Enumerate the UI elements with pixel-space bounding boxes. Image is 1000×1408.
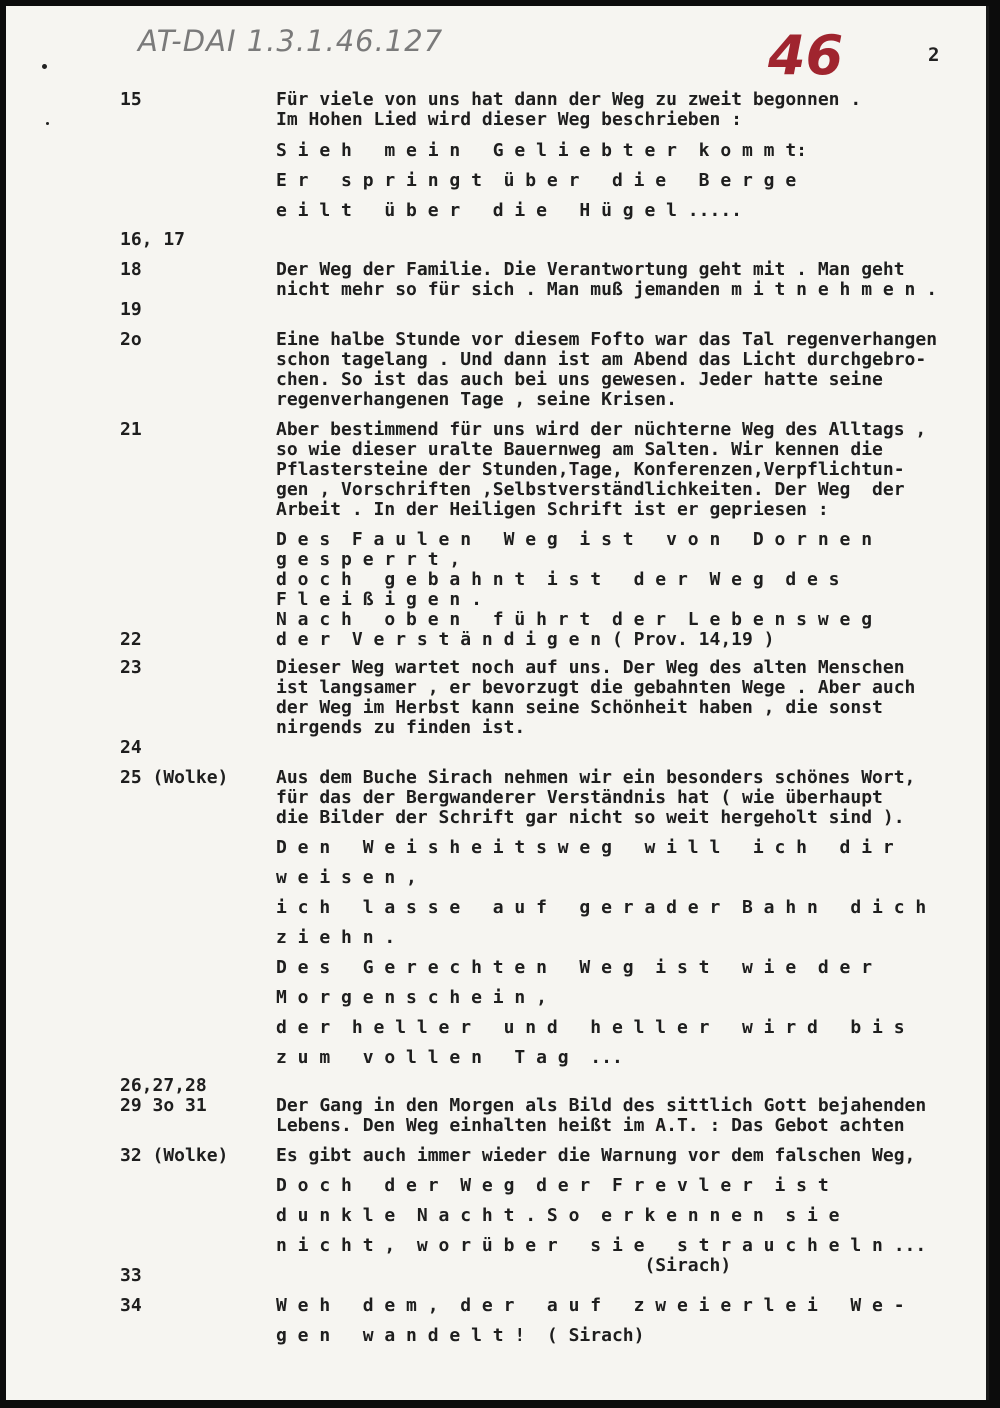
text-line: Der Gang in den Morgen als Bild des sittlich Gott bejahenden	[276, 1095, 927, 1116]
line-number: 25 (Wolke)	[120, 767, 229, 788]
text-line: die Bilder der Schrift gar nicht so weit hergeholt sind ).	[276, 807, 905, 828]
scripture-quote-line: N a c h o b e n f ü h r t d e r L e b e n s w e g	[276, 609, 873, 630]
red-page-number: 46	[768, 24, 844, 87]
scripture-quote-line: D e s G e r e c h t e n W e g i s t w i e d e r	[276, 957, 873, 978]
text-line: Für viele von uns hat dann der Weg zu zweit begonnen .	[276, 89, 862, 110]
scripture-quote-line: D o c h d e r W e g d e r F r e v l e r i s t	[276, 1175, 829, 1196]
line-number: 2o	[120, 329, 142, 350]
text-line: der Weg im Herbst kann seine Schönheit haben , die sonst	[276, 697, 883, 718]
ink-spot	[42, 64, 47, 69]
scripture-quote-line: n i c h t , w o r ü b e r s i e s t r a u c h e l n ...	[276, 1235, 927, 1256]
text-line: ist langsamer , er bevorzugt die gebahnten Wege . Aber auch	[276, 677, 916, 698]
text-line: gen , Vorschriften ,Selbstverständlichkeiten. Der Weg der	[276, 479, 905, 500]
line-number: 29 3o 31	[120, 1095, 207, 1116]
line-number: 34	[120, 1295, 142, 1316]
line-number: 22	[120, 629, 142, 650]
scripture-quote-line: D e n W e i s h e i t s w e g w i l l i c h d i r	[276, 837, 894, 858]
scripture-quote-line: d e r h e l l e r u n d h e l l e r w i r d b i s	[276, 1017, 905, 1038]
scripture-quote-line: i c h l a s s e a u f g e r a d e r B a h n d i c h	[276, 897, 927, 918]
ink-spot	[46, 122, 49, 125]
scripture-quote-line: F l e i ß i g e n .	[276, 589, 482, 610]
text-line: nirgends zu finden ist.	[276, 717, 526, 738]
text-line: Der Weg der Familie. Die Verantwortung geht mit . Man geht	[276, 259, 905, 280]
text-line: nicht mehr so für sich . Man muß jemanden m i t n e h m e n .	[276, 279, 938, 300]
line-number: 21	[120, 419, 142, 440]
scripture-quote-line: S i e h m e i n G e l i e b t e r k o m m t:	[276, 140, 808, 161]
text-line: für das der Bergwanderer Verständnis hat ( wie überhaupt	[276, 787, 883, 808]
line-number: 32 (Wolke)	[120, 1145, 229, 1166]
scripture-quote-line: z u m v o l l e n T a g ...	[276, 1047, 623, 1068]
line-number: 33	[120, 1265, 142, 1286]
line-number: 24	[120, 737, 142, 758]
scripture-quote-line: d u n k l e N a c h t . S o e r k e n n e n s i e	[276, 1205, 840, 1226]
scripture-quote-line: E r s p r i n g t ü b e r d i e B e r g e	[276, 170, 797, 191]
text-line: Arbeit . In der Heiligen Schrift ist er gepriesen :	[276, 499, 829, 520]
scripture-quote-line: M o r g e n s c h e i n ,	[276, 987, 547, 1008]
line-number: 15	[120, 89, 142, 110]
scripture-quote-line: w e i s e n ,	[276, 867, 417, 888]
archive-reference: AT-DAI 1.3.1.46.127	[138, 24, 444, 58]
text-line: Eine halbe Stunde vor diesem Fofto war das Tal regenverhangen	[276, 329, 938, 350]
text-line: Aber bestimmend für uns wird der nüchterne Weg des Alltags ,	[276, 419, 927, 440]
text-line: Dieser Weg wartet noch auf uns. Der Weg des alten Menschen	[276, 657, 905, 678]
text-line: Aus dem Buche Sirach nehmen wir ein besonders schönes Wort,	[276, 767, 916, 788]
text-line: Lebens. Den Weg einhalten heißt im A.T. : Das Gebot achten	[276, 1115, 905, 1136]
scripture-quote-line: d o c h g e b a h n t i s t d e r W e g d e s	[276, 569, 840, 590]
text-line: Es gibt auch immer wieder die Warnung vor dem falschen Weg,	[276, 1145, 916, 1166]
text-line: regenverhangenen Tage , seine Krisen.	[276, 389, 677, 410]
line-number: 19	[120, 299, 142, 320]
page-number: 2	[928, 44, 940, 66]
line-number: 18	[120, 259, 142, 280]
typewritten-page	[6, 6, 989, 1400]
scripture-quote-line: g e n w a n d e l t ! ( Sirach)	[276, 1325, 645, 1346]
scripture-quote-line: D e s F a u l e n W e g i s t v o n D o r n e n	[276, 529, 873, 550]
text-line: (Sirach)	[276, 1255, 732, 1276]
scripture-quote-line: W e h d e m , d e r a u f z w e i e r l e i W e -	[276, 1295, 905, 1316]
text-line: schon tagelang . Und dann ist am Abend das Licht durchgebro-	[276, 349, 927, 370]
line-number: 16, 17	[120, 229, 186, 250]
scripture-quote-line: g e s p e r r t ,	[276, 549, 461, 570]
text-line: Pflastersteine der Stunden,Tage, Konferenzen,Verpflichtun-	[276, 459, 905, 480]
text-line: chen. So ist das auch bei uns gewesen. Jeder hatte seine	[276, 369, 883, 390]
line-number: 26,27,28	[120, 1075, 207, 1096]
scripture-quote-line: d e r V e r s t ä n d i g e n ( Prov. 14,19 )	[276, 629, 775, 650]
line-number: 23	[120, 657, 142, 678]
scripture-quote-line: z i e h n .	[276, 927, 396, 948]
text-line: so wie dieser uralte Bauernweg am Salten. Wir kennen die	[276, 439, 883, 460]
text-line: Im Hohen Lied wird dieser Weg beschrieben :	[276, 109, 742, 130]
scripture-quote-line: e i l t ü b e r d i e H ü g e l .....	[276, 200, 742, 221]
